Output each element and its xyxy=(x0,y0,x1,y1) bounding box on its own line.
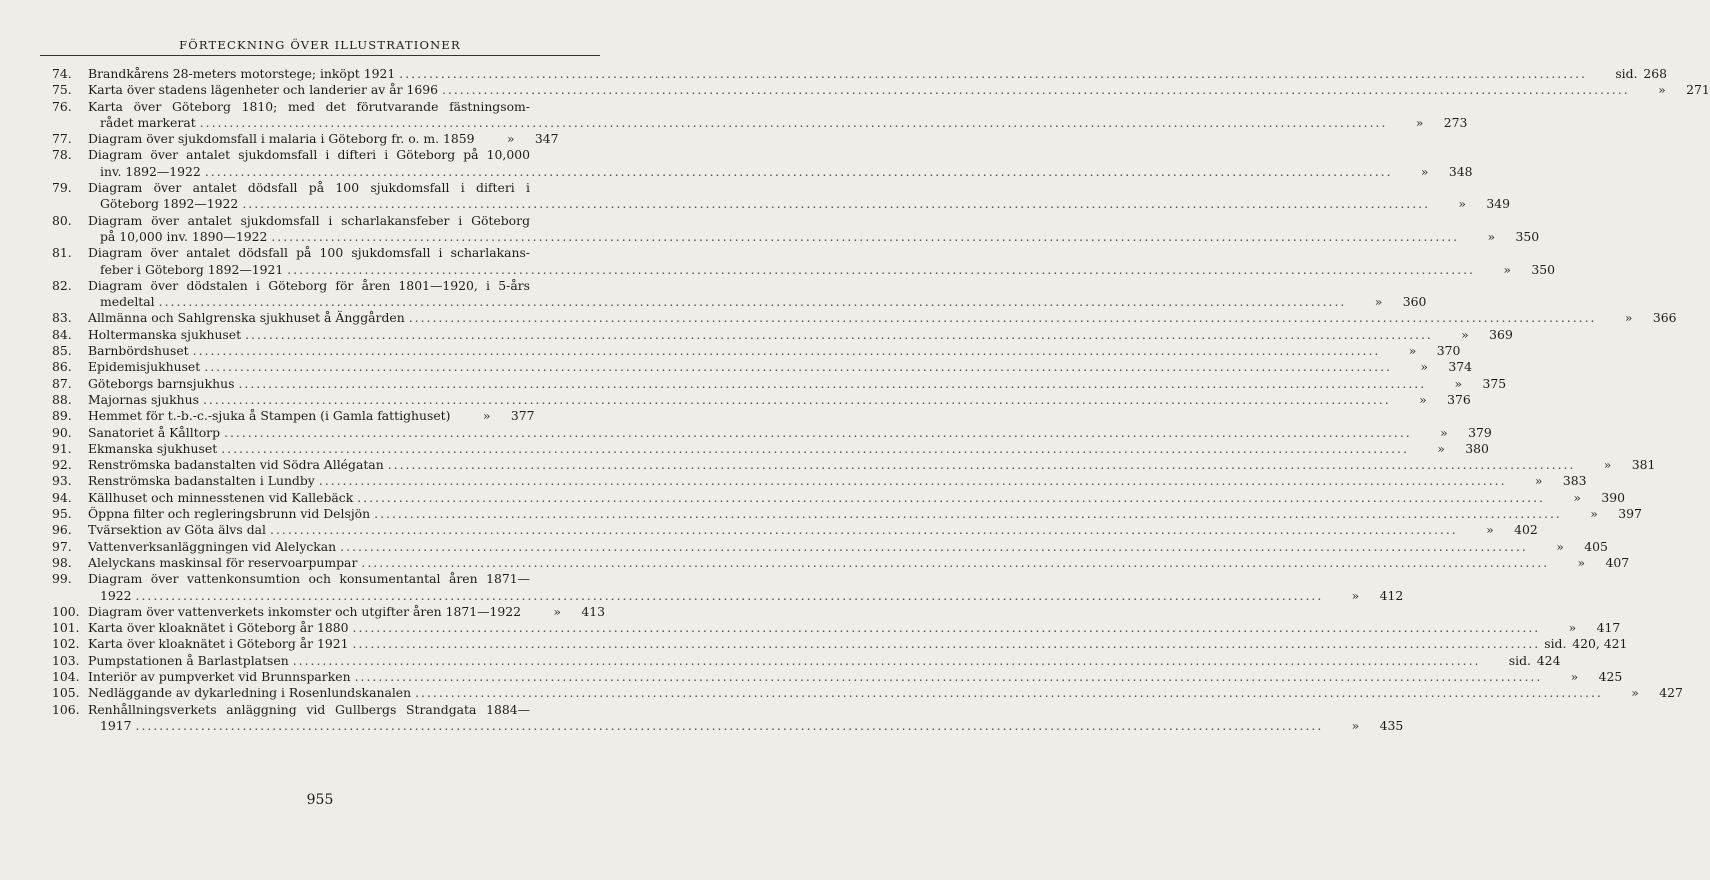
entry-number: 95. xyxy=(52,506,72,522)
entry-number: 90. xyxy=(52,424,72,440)
entry-title: Öppna filter och regleringsbrunn vid Delsjön xyxy=(88,506,371,522)
list-item xyxy=(52,310,1677,326)
list-item xyxy=(52,685,1683,701)
entry-number: 79. xyxy=(52,180,72,196)
page-reference: 405 xyxy=(1584,538,1608,554)
entry-title: Diagram över vattenkonsumtion och konsumentantal åren 1871— xyxy=(88,571,530,587)
entry-number: 91. xyxy=(52,440,72,456)
list-item xyxy=(52,343,1461,359)
page-reference-prefix: » xyxy=(1487,228,1496,244)
dot-leader: ........................................................................................................................................................................................................ xyxy=(204,163,1393,179)
page-reference: 417 xyxy=(1596,620,1621,636)
entry-number: 87. xyxy=(52,375,72,391)
list-item xyxy=(52,538,1608,555)
entry-number: 82. xyxy=(52,277,72,293)
entry-title: Hemmet för t.-b.-c.-sjuka å Stampen (i Gamla fattighuset) xyxy=(88,408,451,424)
page-reference-prefix: » xyxy=(1351,717,1360,733)
entry-number: 105. xyxy=(52,685,80,701)
page-reference: 413 xyxy=(581,603,606,619)
page-reference-prefix: » xyxy=(1415,114,1424,130)
dot-leader: ........................................................................................................................................................................................................ xyxy=(352,636,1541,652)
entry-title: Sanatoriet å Kålltorp xyxy=(88,424,221,440)
list-item xyxy=(52,701,1404,735)
list-item xyxy=(52,245,1555,278)
entry-title: Göteborgs barnsjukhus xyxy=(88,375,235,391)
entry-number: 92. xyxy=(52,457,72,473)
page-reference: 370 xyxy=(1436,343,1461,359)
page-reference: 407 xyxy=(1605,554,1630,570)
entry-number: 93. xyxy=(52,473,72,489)
list-item xyxy=(52,66,1667,82)
entry-number: 101. xyxy=(52,620,80,636)
entry-title: Karta över kloaknätet i Göteborg år 1880 xyxy=(88,620,349,636)
entry-number: 84. xyxy=(52,326,72,342)
header-rule xyxy=(40,55,600,56)
dot-leader: ........................................................................................................................................................................................................ xyxy=(238,375,1427,391)
dot-leader: ........................................................................................................................................................................................................ xyxy=(354,668,1543,684)
entry-number: 104. xyxy=(52,668,80,684)
list-item xyxy=(52,131,559,147)
entry-title: på 10,000 inv. 1890—1922 xyxy=(100,228,268,244)
entry-number: 88. xyxy=(52,391,72,407)
dot-leader: ........................................................................................................................................................................................................ xyxy=(340,538,1528,554)
entry-title: Ekmanska sjukhuset xyxy=(88,440,218,456)
entry-title: Interiör av pumpverket vid Brunnsparken xyxy=(88,668,351,684)
entry-title: 1917 xyxy=(100,717,132,733)
page-reference-prefix: » xyxy=(1437,440,1445,456)
page-reference: 268 xyxy=(1643,66,1667,81)
dot-leader: ........................................................................................................................................................................................................ xyxy=(408,310,1597,326)
dot-leader: ........................................................................................................................................................................................................ xyxy=(242,196,1431,212)
page-reference: 350 xyxy=(1531,261,1555,277)
entry-number: 81. xyxy=(52,245,72,261)
page-reference: 425 xyxy=(1598,668,1623,684)
dot-leader: ........................................................................................................................................................................................................ xyxy=(135,587,1324,603)
entry-number: 103. xyxy=(52,652,80,668)
entry-title: Diagram över dödstalen i Göteborg för åren 1801—1920, i 5-års xyxy=(88,277,530,293)
entry-number: 102. xyxy=(52,636,80,652)
list-item xyxy=(52,82,1710,98)
running-header: FÖRTECKNING ÖVER ILLUSTRATIONER xyxy=(179,38,461,52)
entry-number: 86. xyxy=(52,359,72,375)
page-reference: 379 xyxy=(1468,424,1492,440)
entry-title: feber i Göteborg 1892—1921 xyxy=(100,261,284,277)
entry-title: Diagram över antalet sjukdomsfall i difteri i Göteborg på 10,000 xyxy=(88,147,530,163)
page-reference-prefix: » xyxy=(1624,310,1633,326)
list-item xyxy=(52,375,1507,392)
dot-leader: ........................................................................................................................................................................................................ xyxy=(204,359,1392,375)
page-reference: 420, 421 xyxy=(1572,636,1628,652)
dot-leader: ........................................................................................................................................................................................................ xyxy=(192,343,1381,359)
page-reference-prefix: » xyxy=(1420,359,1428,375)
page-reference: 349 xyxy=(1486,196,1511,212)
entry-number: 80. xyxy=(52,212,72,228)
dot-leader: ........................................................................................................................................................................................................ xyxy=(271,228,1460,244)
page-reference-prefix: » xyxy=(1486,522,1494,538)
page-reference: 381 xyxy=(1631,457,1656,473)
list-item xyxy=(52,571,1404,604)
page-reference: 402 xyxy=(1514,522,1538,538)
list-item xyxy=(52,620,1621,636)
page-reference: 397 xyxy=(1618,506,1642,522)
page-reference-prefix: » xyxy=(1556,538,1564,554)
dot-leader: ........................................................................................................................................................................................................ xyxy=(158,294,1347,310)
page-reference: 347 xyxy=(534,131,559,147)
page-reference-prefix: » xyxy=(553,603,561,619)
dot-leader: ........................................................................................................................................................................................................ xyxy=(387,457,1576,473)
page-reference: 377 xyxy=(510,408,535,424)
list-item xyxy=(52,424,1492,441)
entry-number: 89. xyxy=(52,408,72,424)
list-item xyxy=(52,147,1473,180)
page-reference-prefix: » xyxy=(1503,261,1511,277)
entry-number: 78. xyxy=(52,147,72,163)
dot-leader: ........................................................................................................................................................................................................ xyxy=(357,489,1545,505)
page-reference: 424 xyxy=(1536,652,1561,668)
entry-number: 77. xyxy=(52,131,72,147)
entry-title: Barnbördshuset xyxy=(88,343,189,359)
list-item xyxy=(52,277,1427,311)
list-item xyxy=(52,668,1623,685)
page-reference-prefix: » xyxy=(1454,375,1463,391)
dot-leader: ........................................................................................................................................................................................................ xyxy=(399,66,1587,81)
page-reference-prefix: » xyxy=(1440,424,1448,440)
page-reference-prefix: » xyxy=(1420,163,1429,179)
entry-title: Karta över stadens lägenheter och landerier av år 1696 xyxy=(88,82,438,98)
entry-number: 100. xyxy=(52,603,80,619)
page-reference: 390 xyxy=(1601,489,1625,505)
entry-title: Göteborg 1892—1922 xyxy=(100,196,239,212)
illustration-list xyxy=(52,66,1710,734)
dot-leader: ........................................................................................................................................................................................................ xyxy=(374,506,1562,522)
entry-number: 106. xyxy=(52,701,80,717)
dot-leader: ........................................................................................................................................................................................................ xyxy=(245,326,1433,342)
dot-leader: ........................................................................................................................................................................................................ xyxy=(270,522,1458,538)
entry-title: Renströmska badanstalten vid Södra Allégatan xyxy=(88,457,384,473)
list-item xyxy=(52,652,1561,669)
dot-leader: ........................................................................................................................................................................................................ xyxy=(292,652,1481,668)
list-item xyxy=(52,522,1538,538)
entry-number: 75. xyxy=(52,82,72,98)
page-reference: 369 xyxy=(1489,326,1513,342)
page-reference: 273 xyxy=(1443,114,1468,130)
page-reference-prefix: » xyxy=(1590,506,1598,522)
entry-title: Allmänna och Sahlgrenska sjukhuset å Änggården xyxy=(88,310,405,326)
page-reference-prefix: » xyxy=(1568,620,1577,636)
list-item xyxy=(52,326,1513,343)
page-reference-prefix: sid. xyxy=(1544,636,1567,652)
page-reference: 271 xyxy=(1686,82,1710,98)
page-reference: 374 xyxy=(1448,359,1472,375)
page-reference-prefix: » xyxy=(1577,554,1586,570)
dot-leader: ........................................................................................................................................................................................................ xyxy=(287,261,1475,277)
list-item xyxy=(52,506,1642,522)
entry-title: medeltal xyxy=(100,294,155,310)
entry-title: Majornas sjukhus xyxy=(88,391,199,407)
entry-number: 99. xyxy=(52,571,72,587)
page-reference-prefix: » xyxy=(1603,457,1612,473)
page-reference-prefix: » xyxy=(1658,82,1666,98)
page-reference-prefix: sid. xyxy=(1615,66,1638,81)
page-reference-prefix: » xyxy=(1570,668,1579,684)
page-reference-prefix: » xyxy=(506,131,515,147)
page-reference-prefix: » xyxy=(1573,489,1581,505)
entry-title: Nedläggande av dykarledning i Rosenlundskanalen xyxy=(88,685,412,701)
list-item xyxy=(52,554,1630,571)
page-reference: 380 xyxy=(1465,440,1489,456)
dot-leader: ........................................................................................................................................................................................................ xyxy=(221,440,1409,456)
list-item xyxy=(52,457,1656,473)
entry-title: inv. 1892—1922 xyxy=(100,163,201,179)
page-reference-prefix: » xyxy=(482,408,491,424)
dot-leader: ........................................................................................................................................................................................................ xyxy=(135,717,1324,733)
entry-number: 76. xyxy=(52,98,72,114)
entry-title: Tvärsektion av Göta älvs dal xyxy=(88,522,267,538)
list-item xyxy=(52,603,606,620)
page-reference: 376 xyxy=(1447,391,1471,407)
dot-leader: ........................................................................................................................................................................................................ xyxy=(318,473,1507,489)
list-item xyxy=(52,440,1489,457)
page-reference: 360 xyxy=(1402,294,1427,310)
entry-title: Renströmska badanstalten i Lundby xyxy=(88,473,315,489)
entry-title: Diagram över vattenverkets inkomster och utgifter åren 1871—1922 xyxy=(88,603,522,619)
list-item xyxy=(52,98,1468,132)
page-reference: 366 xyxy=(1652,310,1677,326)
entry-title: 1922 xyxy=(100,587,132,603)
page-number: 955 xyxy=(306,792,334,808)
list-item xyxy=(52,408,535,424)
entry-title: Pumpstationen å Barlastplatsen xyxy=(88,652,289,668)
entry-title: Karta över Göteborg 1810; med det förutvarande fästningsom- xyxy=(88,98,530,114)
entry-title: Renhållningsverkets anläggning vid Gullbergs Strandgata 1884— xyxy=(88,701,530,717)
dot-leader: ........................................................................................................................................................................................................ xyxy=(224,424,1412,440)
entry-number: 97. xyxy=(52,538,72,554)
list-item xyxy=(52,212,1540,246)
entry-title: Diagram över antalet dödsfall på 100 sjukdomsfall i scharlakans- xyxy=(88,245,530,261)
list-item xyxy=(52,636,1628,652)
entry-title: Vattenverksanläggningen vid Alelyckan xyxy=(88,538,337,554)
entry-title: Källhuset och minnesstenen vid Kallebäck xyxy=(88,489,354,505)
dot-leader: ........................................................................................................................................................................................................ xyxy=(441,82,1630,98)
entry-title: Holtermanska sjukhuset xyxy=(88,326,242,342)
page-reference: 348 xyxy=(1448,163,1473,179)
list-item xyxy=(52,359,1472,375)
page-reference: 383 xyxy=(1562,473,1587,489)
page-reference-prefix: » xyxy=(1351,587,1360,603)
page-reference-prefix: sid. xyxy=(1508,652,1531,668)
entry-title: Karta över kloaknätet i Göteborg år 1921 xyxy=(88,636,349,652)
list-item xyxy=(52,391,1471,408)
entry-title: Diagram över sjukdomsfall i malaria i Göteborg fr. o. m. 1859 xyxy=(88,131,475,147)
entry-title: Brandkårens 28-meters motorstege; inköpt 1921 xyxy=(88,66,396,81)
page-reference: 412 xyxy=(1379,587,1404,603)
page-reference-prefix: » xyxy=(1419,391,1427,407)
entry-number: 83. xyxy=(52,310,72,326)
dot-leader: ........................................................................................................................................................................................................ xyxy=(415,685,1603,701)
entry-number: 98. xyxy=(52,554,72,570)
page-reference: 350 xyxy=(1515,228,1540,244)
entry-number: 94. xyxy=(52,489,72,505)
list-item xyxy=(52,489,1625,506)
entry-number: 85. xyxy=(52,343,72,359)
list-item xyxy=(52,180,1511,213)
page-reference: 375 xyxy=(1482,375,1507,391)
dot-leader: ........................................................................................................................................................................................................ xyxy=(202,391,1391,407)
entry-title: Diagram över antalet sjukdomsfall i scharlakansfeber i Göteborg xyxy=(88,212,530,228)
page-reference-prefix: » xyxy=(1408,343,1417,359)
page-reference-prefix: » xyxy=(1461,326,1469,342)
entry-title: rådet markerat xyxy=(100,114,196,130)
entry-title: Epidemisjukhuset xyxy=(88,359,201,375)
entry-number: 74. xyxy=(52,66,72,81)
page-reference: 435 xyxy=(1379,717,1404,733)
dot-leader: ........................................................................................................................................................................................................ xyxy=(199,114,1388,130)
page-reference-prefix: » xyxy=(1631,685,1639,701)
dot-leader: ........................................................................................................................................................................................................ xyxy=(361,554,1550,570)
page-reference-prefix: » xyxy=(1534,473,1543,489)
entry-number: 96. xyxy=(52,522,72,538)
entry-title: Diagram över antalet dödsfall på 100 sjukdomsfall i difteri i xyxy=(88,180,530,196)
list-item xyxy=(52,473,1587,489)
dot-leader: ........................................................................................................................................................................................................ xyxy=(352,620,1541,636)
entry-title: Alelyckans maskinsal för reservoarpumpar xyxy=(88,554,358,570)
page-reference: 427 xyxy=(1659,685,1683,701)
page-reference-prefix: » xyxy=(1458,196,1466,212)
page-reference-prefix: » xyxy=(1374,294,1383,310)
